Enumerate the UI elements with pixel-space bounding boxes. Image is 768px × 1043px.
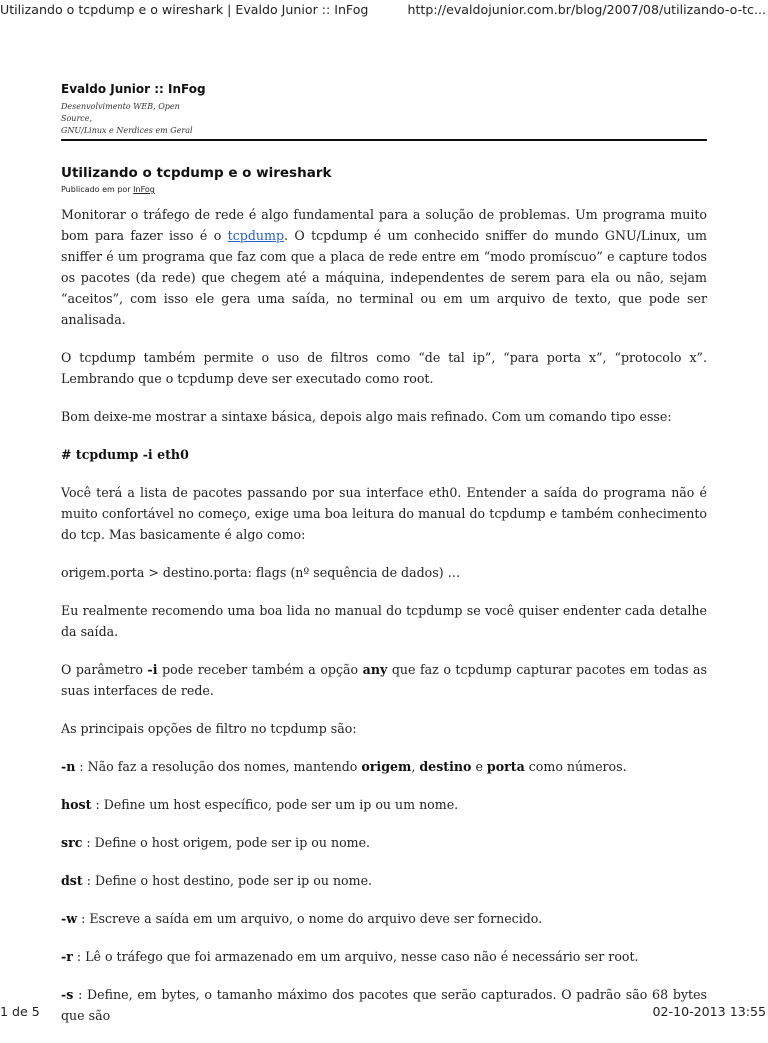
post-title[interactable]: Utilizando o tcpdump e o wireshark	[61, 165, 332, 181]
option-text: : Define o host origem, pode ser ip ou nome.	[82, 835, 371, 850]
page-number: 1 de 5	[0, 1004, 40, 1019]
command-example	[61, 444, 707, 465]
post-content	[61, 204, 707, 1026]
option-text: : Não faz a resolução dos nomes, mantendo	[75, 759, 362, 774]
paragraph-any	[61, 659, 707, 701]
command-text: # tcpdump -i eth0	[61, 447, 189, 462]
option-dst	[61, 870, 707, 891]
option-key: src	[61, 835, 83, 850]
paragraph-text: O parâmetro	[61, 662, 148, 677]
blog-description-line2: GNU/Linux e Nerdices em Geral	[61, 126, 193, 135]
option-src	[61, 832, 707, 853]
tcpdump-link[interactable]: tcpdump	[227, 228, 285, 243]
paragraph-filters: O tcpdump também permite o uso de filtros como “de tal ip”, “para porta x”, “protocolo x”. Lembrando que o tcpdump deve ser executado como root.	[61, 350, 707, 386]
post-meta-prefix: Publicado em por	[61, 185, 134, 194]
paragraph-output: Você terá a lista de pacotes passando por sua interface eth0. Entender a saída do programa não é muito confortável no começo, exige uma boa leitura do manual do tcpdump e também conhecimento do tcp. Mas basicamente é algo como:	[61, 485, 707, 542]
option-bold: porta	[486, 759, 525, 774]
option-text: ,	[411, 759, 420, 774]
option-any: any	[362, 662, 388, 677]
print-header	[0, 0, 768, 22]
option-text: : Lê o tráfego que foi armazenado em um arquivo, nesse caso não é necessário ser root.	[72, 949, 639, 964]
print-page-url: http://evaldojunior.com.br/blog/2007/08/utilizando-o-tc...	[407, 2, 766, 17]
author-link[interactable]: InFog	[133, 185, 155, 194]
option-text: : Define, em bytes, o tamanho máximo dos pacotes que serão capturados. O padrão são 68 bytes que são	[61, 987, 707, 1023]
paragraph-format: origem.porta > destino.porta: flags (nº sequência de dados) …	[61, 565, 461, 580]
option-host	[61, 794, 707, 815]
paragraph-syntax: Bom deixe-me mostrar a sintaxe básica, depois algo mais refinado. Com um comando tipo esse:	[61, 409, 672, 424]
paragraph-text: . O tcpdump é um conhecido sniffer do mundo GNU/Linux, um sniffer é um programa que faz com que a placa de rede entre em “modo promíscuo” e capture todos os pacotes (da rede) que chegem até a máquina, independentes de serem para ela ou não, sejam “aceitos”, com isso ele gera uma saída, no terminal ou em um arquivo de texto, que pode ser analisada.	[61, 228, 707, 327]
paragraph-text: que faz o tcpdump capturar pacotes em todas as suas interfaces de rede.	[61, 662, 707, 698]
blog-description-line1: Desenvolvimento WEB, Open Source,	[61, 102, 180, 123]
paragraph-manual: Eu realmente recomendo uma boa lida no manual do tcpdump se você quiser endenter cada detalhe da saída.	[61, 603, 707, 639]
blog-header	[61, 82, 707, 137]
header-divider	[61, 139, 707, 141]
paragraph-text: pode receber também a opção	[157, 662, 363, 677]
option-key: -n	[61, 759, 76, 774]
option-bold: destino	[419, 759, 472, 774]
option-key: -w	[61, 911, 78, 926]
option-text: : Define o host destino, pode ser ip ou nome.	[82, 873, 373, 888]
post	[61, 165, 707, 1043]
paragraph-text: Monitorar o tráfego de rede é algo fundamental para a solução de problemas. Um programa muito bom para fazer isso é o	[61, 207, 707, 243]
option-key: dst	[61, 873, 83, 888]
option-text: e	[471, 759, 487, 774]
option-i: -i	[147, 662, 158, 677]
option-text: : Escreve a saída em um arquivo, o nome do arquivo deve ser fornecido.	[77, 911, 543, 926]
option-w	[61, 908, 707, 929]
blog-description	[61, 101, 201, 137]
option-text: : Define um host específico, pode ser um ip ou um nome.	[91, 797, 459, 812]
print-datetime: 02-10-2013 13:55	[652, 1004, 766, 1019]
paragraph-options-intro: As principais opções de filtro no tcpdump são:	[61, 721, 357, 736]
option-key: -r	[61, 949, 73, 964]
print-page-title: Utilizando o tcpdump e o wireshark | Evaldo Junior :: InFog	[0, 2, 369, 17]
option-n	[61, 756, 707, 777]
option-text: como números.	[524, 759, 627, 774]
option-key: host	[61, 797, 92, 812]
option-key: -s	[61, 987, 74, 1002]
print-footer	[0, 1002, 768, 1024]
blog-title[interactable]: Evaldo Junior :: InFog	[61, 82, 206, 96]
option-bold: origem	[361, 759, 412, 774]
post-meta	[61, 185, 707, 194]
option-r	[61, 946, 707, 967]
paragraph-intro	[61, 204, 707, 330]
